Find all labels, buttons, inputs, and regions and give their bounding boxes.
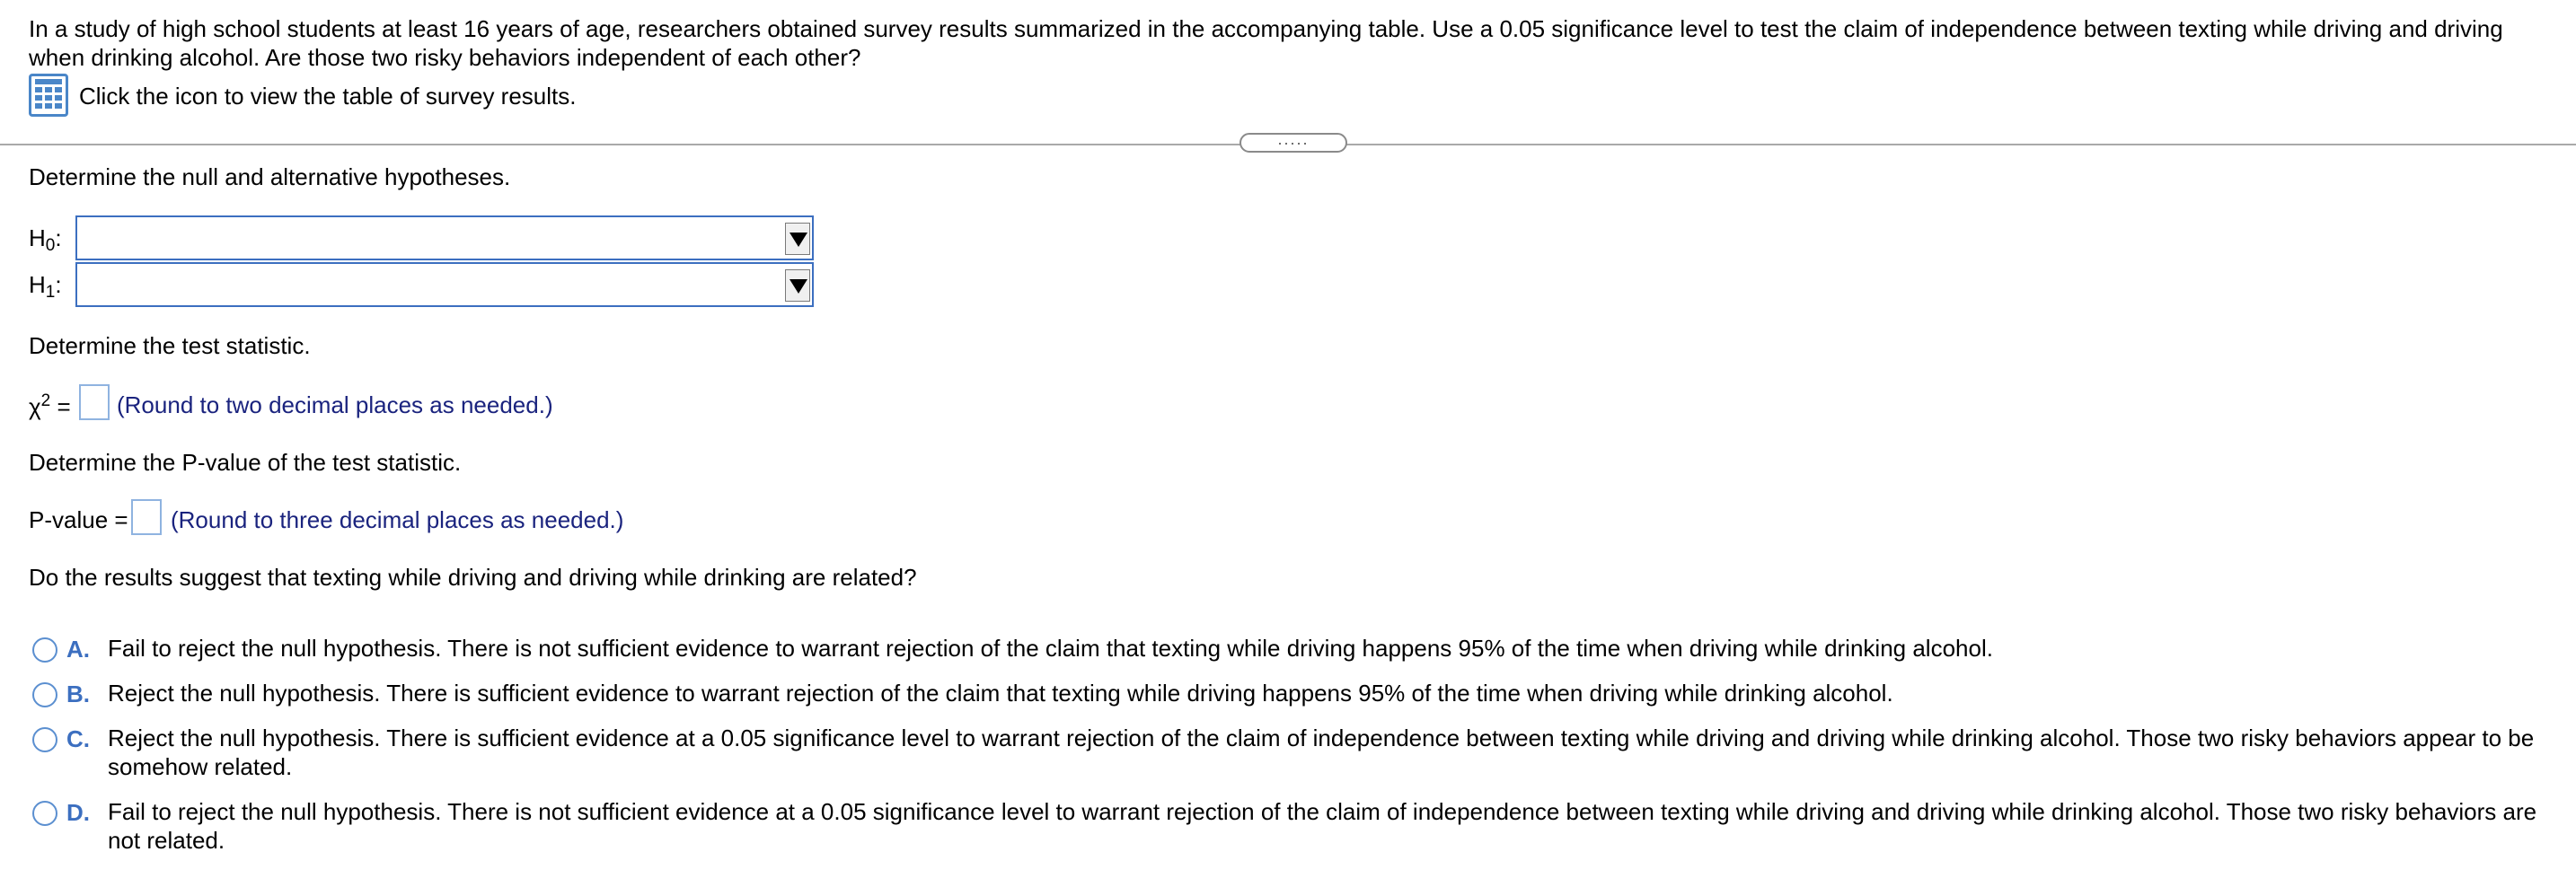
p-value-label: P-value =: [29, 506, 128, 533]
hypotheses-prompt: Determine the null and alternative hypotheses.: [29, 163, 511, 190]
chi-square-input[interactable]: [79, 384, 110, 420]
h1-dropdown[interactable]: [75, 262, 814, 307]
option-d-text-line-2[interactable]: not related.: [108, 827, 225, 854]
triangle-down-icon[interactable]: [785, 269, 810, 302]
h0-label: $H_0$:: [29, 224, 62, 255]
option-a-letter: A.: [66, 636, 90, 663]
triangle-down-icon[interactable]: [785, 223, 810, 255]
option-a-text[interactable]: Fail to reject the null hypothesis. There is not sufficient evidence to warrant rejection of the claim that texting while driving happens 95% of the time when driving while drinking alcohol.: [108, 635, 1993, 662]
p-value-hint: (Round to three decimal places as needed.): [171, 506, 624, 533]
chi-square-label: $\chi^2$ =: [29, 391, 71, 420]
option-c-text-line-1[interactable]: Reject the null hypothesis. There is sufficient evidence at a 0.05 significance level to warrant rejection of the claim of independence between texting while driving and driving while drinking alcohol. Those two risky behaviors appear to be: [108, 725, 2535, 751]
chi-square-hint: (Round to two decimal places as needed.): [117, 391, 553, 418]
option-b-letter: B.: [66, 681, 90, 707]
test-statistic-prompt: Determine the test statistic.: [29, 332, 311, 359]
option-b-radio[interactable]: [32, 682, 57, 707]
p-value-prompt: Determine the P-value of the test statistic.: [29, 449, 462, 476]
option-d-text-line-1[interactable]: Fail to reject the null hypothesis. There is not sufficient evidence at a 0.05 significance level to warrant rejection of the claim of independence between texting while driving and driving while drinking alcohol. Those two risky behaviors are: [108, 798, 2537, 825]
option-a-radio[interactable]: [32, 637, 57, 663]
option-b-text[interactable]: Reject the null hypothesis. There is sufficient evidence to warrant rejection of the claim that texting while driving happens 95% of the time when driving while drinking alcohol.: [108, 680, 1893, 707]
expand-toggle-button[interactable]: .....: [1239, 133, 1347, 153]
option-c-text-line-2[interactable]: somehow related.: [108, 753, 293, 780]
h0-dropdown[interactable]: [75, 215, 814, 260]
table-icon-hint: Click the icon to view the table of survey results.: [79, 83, 577, 110]
table-grid-icon[interactable]: [29, 74, 68, 117]
problem-text-line-1: In a study of high school students at least 16 years of age, researchers obtained survey results summarized in the accompanying table. Use a 0.05 significance level to test the claim of independence between texting while driving and driving: [29, 15, 2503, 42]
problem-text-line-2: when drinking alcohol. Are those two risky behaviors independent of each other?: [29, 44, 861, 71]
option-d-radio[interactable]: [32, 801, 57, 826]
h1-label: $H_1$:: [29, 271, 62, 302]
option-c-radio[interactable]: [32, 727, 57, 752]
option-c-letter: C.: [66, 725, 90, 752]
option-d-letter: D.: [66, 799, 90, 826]
conclusion-prompt: Do the results suggest that texting while driving and driving while drinking are related?: [29, 564, 917, 591]
p-value-input[interactable]: [131, 499, 162, 535]
